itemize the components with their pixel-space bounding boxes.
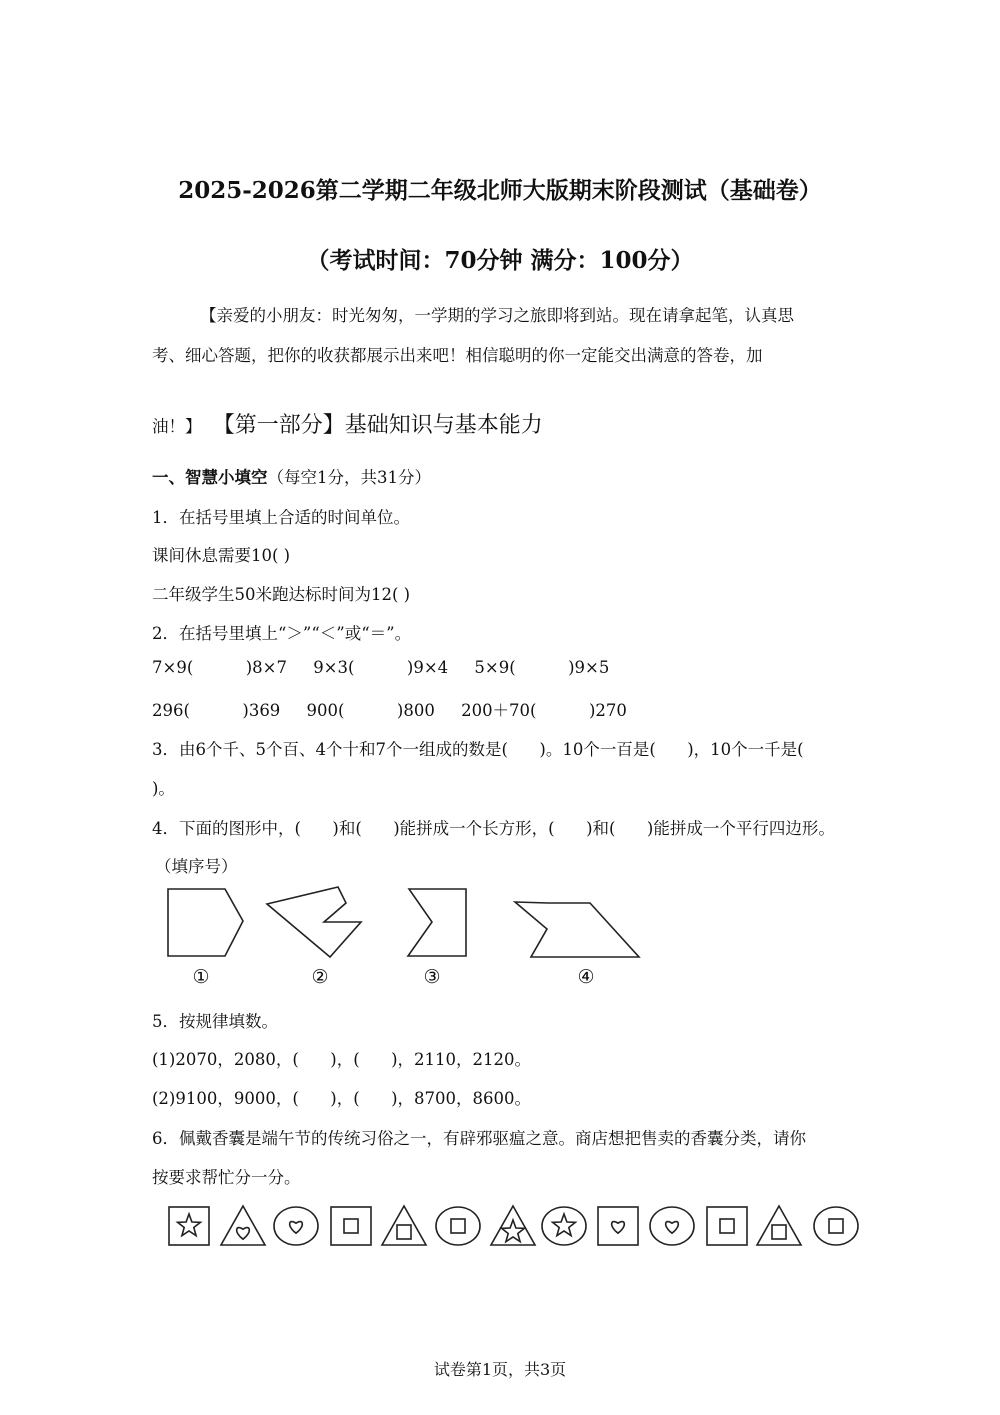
sachet-inner-square [720,1219,734,1233]
figure-4-label: ④ [577,966,595,988]
sachet-inner-star [553,1214,576,1236]
figure-1-shape [168,889,243,956]
sachet-inner-heart [612,1222,625,1234]
q6-line-2: 按要求帮忙分一分。 [152,1168,301,1187]
sachet-inner-square [451,1219,465,1233]
sachet-outer-triangle [491,1206,535,1245]
q3-line-2: )。 [152,779,175,798]
figure-2-label: ② [311,966,329,988]
sachet-circle-square [814,1207,858,1245]
figure-1-label: ① [192,966,210,988]
q1-b: 二年级学生50米跑达标时间为12( ) [152,585,411,604]
sachet-square-square [707,1207,747,1245]
q3-line-1: 3．由6个千、5个百、4个十和7个一组成的数是( )。10个一百是( )，10个一千是( [152,740,804,759]
q1-a: 课间休息需要10( ) [152,546,291,565]
sachet-inner-square [772,1225,786,1239]
sachet-inner-heart [237,1228,250,1240]
q4-line-1: 4．下面的图形中，( )和( )能拼成一个长方形，( )和( )能拼成一个平行四边形。 [152,819,835,838]
sachet-row [0,1198,1000,1258]
sachet-inner-star [502,1220,525,1242]
sachet-inner-star [178,1214,201,1236]
sachet-square-star [169,1207,209,1245]
sachet-circle-heart [274,1207,318,1245]
sachet-triangle-square [757,1206,801,1245]
sachet-triangle-star [491,1206,535,1245]
intro-line-1: 【亲爱的小朋友：时光匆匆，一学期的学习之旅即将到站。现在请拿起笔，认真思 [200,306,794,325]
intro-ending: 油！】 [152,417,202,436]
section-title: 一、智慧小填空 [152,468,268,487]
intro-line-2: 考、细心答题，把你的收获都展示出来吧！相信聪明的你一定能交出满意的答卷，加 [152,346,763,365]
figure-3-label: ③ [423,966,441,988]
sachet-triangle-square [382,1206,426,1245]
sachet-inner-square [344,1219,358,1233]
sachet-outer-circle [814,1207,858,1245]
sachet-outer-circle [650,1207,694,1245]
sachet-square-square [331,1207,371,1245]
q5-a: (1)2070，2080，( )，( )，2110，2120。 [152,1050,532,1069]
q2-row-2: 296( )369 900( )800 200＋70( )270 [152,701,627,720]
sachet-circle-star [542,1207,586,1245]
section-note: （每空1分，共31分） [267,468,431,487]
sachet-square-heart [598,1207,638,1245]
exam-subtitle: （考试时间：70分钟 满分：100分） [306,247,694,274]
q2-row-1: 7×9( )8×7 9×3( )9×4 5×9( )9×5 [152,658,610,677]
q4-figures [0,880,1000,1000]
sachet-outer-circle [436,1207,480,1245]
sachet-inner-heart [666,1222,679,1234]
sachet-outer-square [331,1207,371,1245]
sachet-inner-square [397,1225,411,1239]
intro-line-3 [152,408,543,439]
sachet-outer-circle [274,1207,318,1245]
sachet-inner-square [829,1219,843,1233]
figure-3-shape [408,889,466,956]
q2-stem: 2．在括号里填上“＞”“＜”或“＝”。 [152,624,412,643]
part-heading: 【第一部分】基础知识与基本能力 [212,413,543,438]
figure-2-shape [267,887,361,957]
exam-title: 2025-2026第二学期二年级北师大版期末阶段测试（基础卷） [178,177,822,204]
sachet-inner-heart [290,1222,303,1234]
sachet-outer-square [707,1207,747,1245]
q4-line-2: （填序号） [155,857,238,876]
q1-stem: 1．在括号里填上合适的时间单位。 [152,508,410,527]
q5-b: (2)9100，9000，( )，( )，8700，8600。 [152,1089,532,1108]
sachet-circle-square [436,1207,480,1245]
q5-stem: 5．按规律填数。 [152,1012,278,1031]
page-footer: 试卷第1页，共3页 [433,1360,567,1379]
section-heading [152,464,431,488]
q6-line-1: 6．佩戴香囊是端午节的传统习俗之一，有辟邪驱瘟之意。商店想把售卖的香囊分类，请你 [152,1129,806,1148]
sachet-triangle-heart [221,1206,265,1245]
figure-4-shape [515,902,639,957]
sachet-outer-square [598,1207,638,1245]
sachet-circle-heart [650,1207,694,1245]
